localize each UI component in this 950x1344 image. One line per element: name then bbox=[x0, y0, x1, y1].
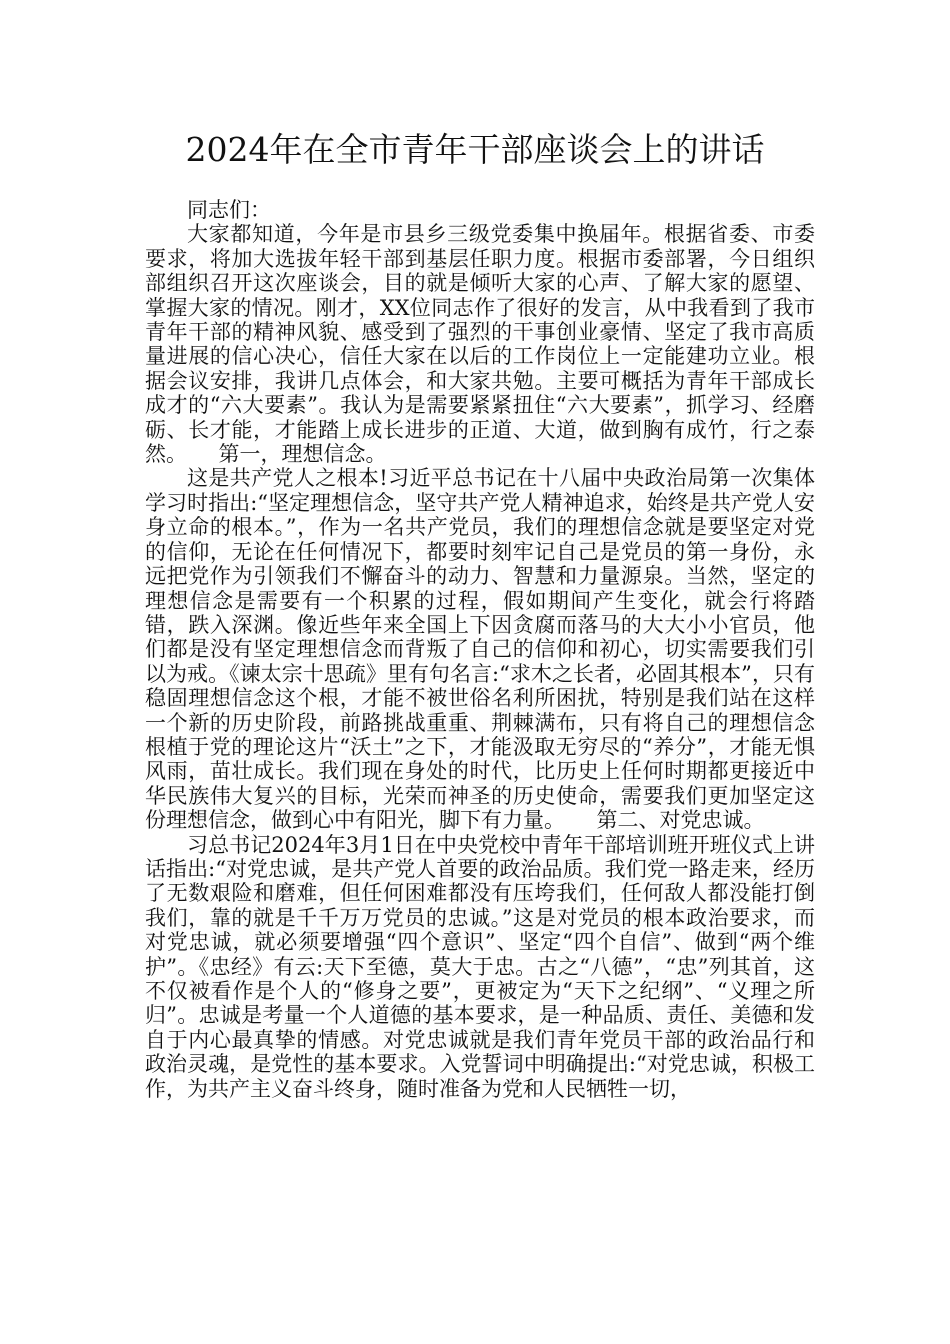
paragraph: 习总书记2024年3月1日在中央党校中青年干部培训班开班仪式上讲话指出:“对党忠诚，是共产党人首要的政治品质。我们党一路走来，经历了无数艰险和磨难，但任何困难都没有压垮我们，任何敌人都没能打倒我们，靠的就是千千万万党员的忠诚。”这是对党员的根本政治要求，而对党忠诚，就必须要增强“四个意识”、坚定“四个自信”、做到“两个维护”。《忠经》有云:天下至德，莫大于忠。古之“八德”，“忠”列其首，这不仅被看作是个人的“修身之要”，更被定为“天下之纪纲”、“义理之所归”。忠诚是考量一个人道德的基本要求，是一种品质、责任、美德和发自于内心最真挚的情感。对党忠诚就是我们青年党员干部的政治品行和政治灵魂，是党性的基本要求。入党誓词中明确提出:“对党忠诚，积极工作，为共产主义奋斗终身，随时准备为党和人民牺牲一切， bbox=[145, 832, 815, 1101]
document-body bbox=[145, 198, 815, 1101]
paragraph: 这是共产党人之根本!习近平总书记在十八届中央政治局第一次集体学习时指出:“坚定理想信念，坚守共产党人精神追求，始终是共产党人安身立命的根本。”，作为一名共产党员，我们的理想信念就是要坚定对党的信仰，无论在任何情况下，都要时刻牢记自己是党员的第一身份，永远把党作为引领我们不懈奋斗的动力、智慧和力量源泉。当然，坚定的理想信念是需要有一个积累的过程，假如期间产生变化，就会行将踏错，跌入深渊。像近些年来全国上下因贪腐而落马的大大小小官员，他们都是没有坚定理想信念而背叛了自己的信仰和初心，切实需要我们引以为戒。《谏太宗十思疏》里有句名言:“求木之长者，必固其根本”，只有稳固理想信念这个根，才能不被世俗名利所困扰，特别是我们站在这样一个新的历史阶段，前路挑战重重、荆棘满布，只有将自己的理想信念根植于党的理论这片“沃土”之下，才能汲取无穷尽的“养分”，才能无惧风雨，苗壮成长。我们现在身处的时代，比历史上任何时期都更接近中华民族伟大复兴的目标，光荣而神圣的历史使命，需要我们更加坚定这份理想信念，做到心中有阳光，脚下有力量。 第二、对党忠诚。 bbox=[145, 466, 815, 833]
salutation: 同志们： bbox=[187, 198, 271, 222]
paragraph: 大家都知道，今年是市县乡三级党委集中换届年。根据省委、市委要求，将加大选拔年轻干部到基层任职力度。根据市委部署，今日组织部组织召开这次座谈会，目的就是倾听大家的心声、了解大家的愿望、掌握大家的情况。刚才，XX位同志作了很好的发言，从中我看到了我市青年干部的精神风貌、感受到了强烈的干事创业豪情、坚定了我市高质量进展的信心决心，信任大家在以后的工作岗位上一定能建功立业。根据会议安排，我讲几点体会，和大家共勉。主要可概括为青年干部成长成才的“六大要素”。我认为是需要紧紧扭住“六大要素”，抓学习、经磨砺、长才能，才能踏上成长进步的正道、大道，做到胸有成竹，行之泰然。 第一，理想信念。 bbox=[145, 222, 815, 467]
document-title: 2024年在全市青年干部座谈会上的讲话 bbox=[185, 130, 765, 169]
